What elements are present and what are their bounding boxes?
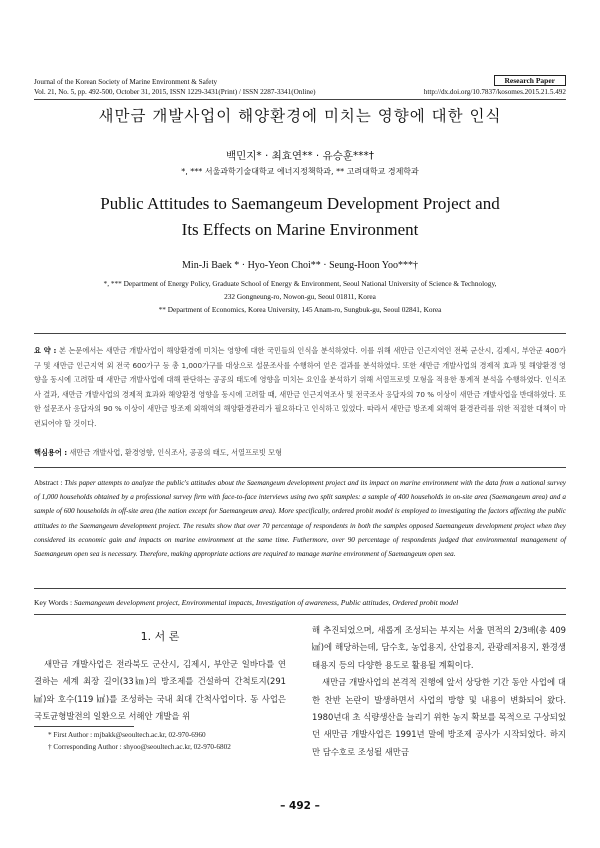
body-right-paragraph-2: 새만금 개발사업의 본격적 진행에 앞서 상당한 기간 동안 사업에 대한 찬반 논란이 발생하면서 사업의 방향 및 내용이 변화되어 왔다. 1980년대 초 식량생산을 늘리기 위한 농지 확보를 목적으로 구상되었던 새만금 개발사업은 1991년 말에 방조제 공사가 시작되었다. 하지만 담수호로 조성될 새만금 [312, 677, 566, 757]
keywords-rule [34, 588, 566, 589]
affiliation-english-1: *, *** Department of Energy Policy, Graduate School of Energy & Environment, Seoul National University of Science & Technology, [103, 279, 497, 288]
keywords-english [34, 598, 458, 607]
doi-link[interactable]: http://dx.doi.org/10.7837/kosomes.2015.21.5.492 [423, 88, 566, 96]
body-right-paragraph-1: 해 추진되었으며, 새롭게 조성되는 부지는 서울 면적의 2/3배(총 409 ㎢)에 해당하는데, 담수호, 농업용지, 산업용지, 관광레저용지, 환경생태용지 등의 다양한 용도로 활용될 계획이다. [312, 625, 566, 670]
authors-english: Min-Ji Baek * · Hyo-Yeon Choi** · Seung-Hoon Yoo***† [182, 260, 418, 271]
abstract-korean-label: 요 약 : [34, 346, 57, 355]
abstract-mid-rule [34, 467, 566, 468]
keywords-english-text: Saemangeum development project, Environmental impacts, Investigation of awareness, Public attitudes, Ordered probit model [72, 598, 459, 607]
title-korean: 새만금 개발사업이 해양환경에 미치는 영향에 대한 인식 [98, 107, 502, 125]
affiliation-english-2: 232 Gongneung-ro, Nowon-gu, Seoul 01811, Korea [224, 292, 376, 301]
footnote-rule [34, 726, 134, 727]
title-english-line2: Its Effects on Marine Environment [181, 220, 419, 239]
keywords-english-label: Key Words : [34, 598, 73, 607]
paper-type-badge: Research Paper [494, 75, 566, 86]
body-left-column [34, 656, 286, 726]
keywords-korean-text: 새만금 개발사업, 환경영향, 인식조사, 공공의 태도, 서열프로빗 모형 [67, 448, 283, 457]
abstract-english-text: This paper attempts to analyze the public's attitudes about the Saemangeum development project and its impact on marine environment with the data from a national survey of 1,000 households obtained by a professional survey firm with face-to-face interviews using two split samples: a sample of 400 households in on-site area (Saemangeum area) and a sample of 600 households in off-site area (the nation except for Saemangeum area). More specifically, ordered probit model is employed to investigating the factors affecting the public attitudes to the Saemangeum development project. The results show that over 70 percentage of respondents in both the samples opposed Saemangeum development project when they considered its economic gain and impacts on marine environment at the same time. Futhermore, over 90 percentage of respondents judged that environmental management of Saemangeum open sea is necessary. Therefore, making appropriate actions are required to manage marine environment of Saemangeum open sea. [34, 479, 566, 559]
affiliation-english-3: ** Department of Economics, Korea University, 145 Anam-ro, Sungbuk-gu, Seoul 02841, Korea [158, 305, 442, 314]
keywords-korean-label: 핵심용어 : [34, 448, 68, 457]
header-rule [34, 99, 566, 100]
abstract-korean [34, 344, 566, 432]
abstract-english-label: Abstract : [34, 479, 63, 487]
affiliations-korean: *, *** 서울과학기술대학교 에너지정책학과, ** 고려대학교 경제학과 [181, 167, 419, 176]
title-english-line1: Public Attitudes to Saemangeum Development Project and [100, 194, 500, 213]
body-top-rule [34, 614, 566, 615]
authors-korean: 백민지* · 최효연** · 유승훈***† [225, 150, 375, 162]
footnote-corresponding-author: † Corresponding Author : shyoo@seoultech.ac.kr, 02-970-6802 [48, 743, 231, 751]
keywords-korean [34, 448, 282, 458]
section-heading-introduction: 1. 서 론 [140, 630, 180, 643]
journal-name: Journal of the Korean Society of Marine Environment & Safety [34, 78, 218, 86]
body-right-column [312, 622, 566, 761]
footnote-first-author: * First Author : mjbakk@seoultech.ac.kr, 02-970-6960 [48, 731, 206, 739]
abstract-top-rule [34, 333, 566, 334]
page-number: – 492 – [280, 800, 320, 812]
abstract-korean-text: 본 논문에서는 새만금 개발사업이 해양환경에 미치는 영향에 대한 국민들의 인식을 분석하였다. 이를 위해 새만금 인근지역인 전북 군산시, 김제시, 부안군 400가구 및 새만금 인근지역 외 전국 600가구 등 총 1,000가구를 대상으로 설문조사를 수행하여 얻은 결과를 분석하였다. 또한 새만금 개발사업의 경제적 효과 및 해양환경 영향을 동시에 고려할 때 새만금 개발사업에 대해 판단하는 공공의 태도에 영향을 미치는 요인을 분석하기 위해 서열프로빗 모형을 적용한 통계적 분석을 수행하였다. 인식조사 결과, 새만금 개발사업의 경제적 효과와 해양환경 영향을 동시에 고려할 때, 새만금 인근지역조사 및 전국조사 응답자의 70 % 이상이 새만금 개발사업을 반대하였다. 또한 설문조사 응답자의 90 % 이상이 새만금 방조제 외해역의 해양환경관리가 필요하다고 인식하고 있었다. 따라서 새만금 방조제 외해역 환경관리를 위한 적절한 대책이 마련되어야 할 것이다. [34, 346, 566, 428]
abstract-english [34, 476, 566, 561]
volume-info: Vol. 21, No. 5, pp. 492-500, October 31, 2015, ISSN 1229-3431(Print) / ISSN 2287-3341(Online) [34, 88, 316, 96]
body-left-paragraph: 새만금 개발사업은 전라북도 군산시, 김제시, 부안군 일바다를 연결하는 세계 최장 길이(33㎞)의 방조제를 건설하여 간척토지(291 ㎢)와 호수(119 ㎢)를 조성하는 국내 최대 간척사업이다. 동 사업은 국토균형발전의 일환으로 서해안 개발을 위 [34, 659, 286, 722]
